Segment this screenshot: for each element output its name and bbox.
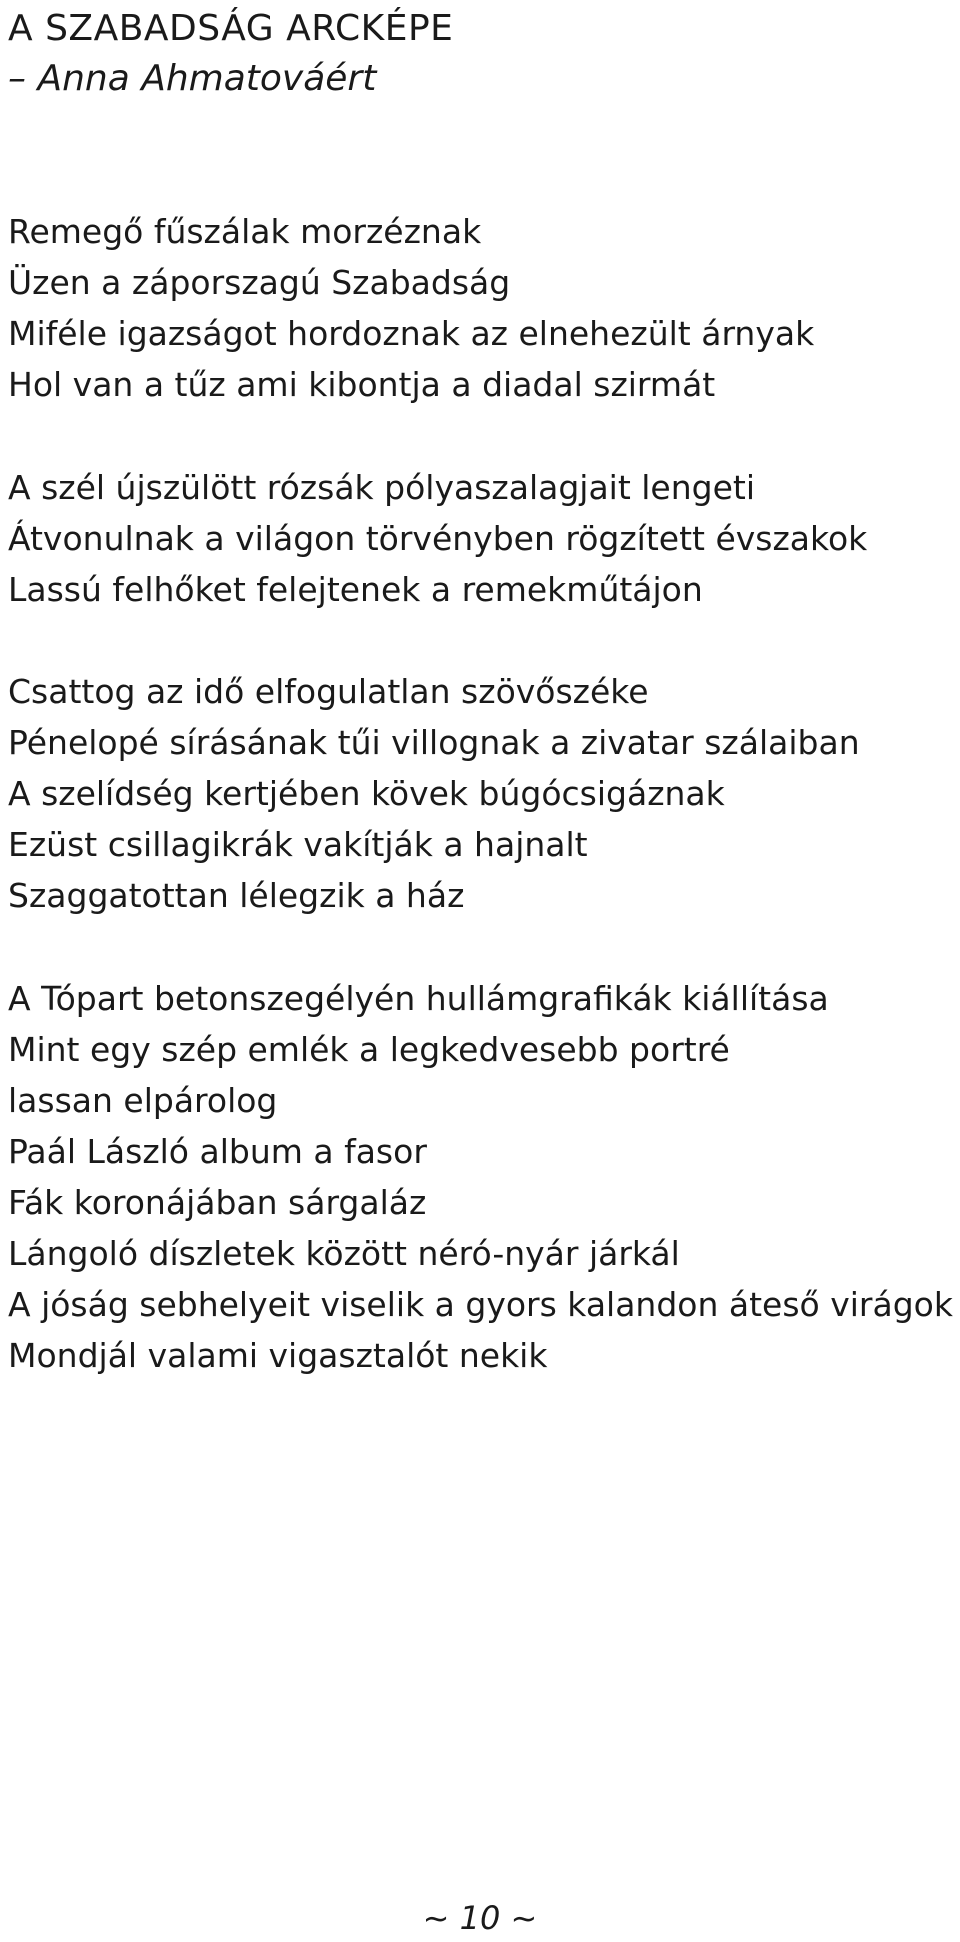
poem-title: A SZABADSÁG ARCKÉPE xyxy=(8,8,454,49)
poem-line: Fák koronájában sárgaláz xyxy=(8,1183,427,1222)
poem-line: Pénelopé sírásának tűi villognak a zivatar szálaiban xyxy=(8,723,860,762)
stanza xyxy=(8,462,867,615)
poem-line: Csattog az idő elfogulatlan szövőszéke xyxy=(8,672,649,711)
poem-line: Üzen a záporszagú Szabadság xyxy=(8,263,511,302)
page-number: 10 xyxy=(459,1899,501,1937)
poem-line: Lassú felhőket felejtenek a remekműtájon xyxy=(8,570,703,609)
poem-line: lassan elpárolog xyxy=(8,1081,278,1120)
poem-line: A jóság sebhelyeit viselik a gyors kalandon áteső virágok xyxy=(8,1285,953,1324)
poem-line: A szelídség kertjében kövek búgócsigáznak xyxy=(8,774,725,813)
poem-line: A szél újszülött rózsák pólyaszalagjait lengeti xyxy=(8,468,756,507)
stanza xyxy=(8,666,860,921)
stanza xyxy=(8,973,953,1381)
poem-line: Paál László album a fasor xyxy=(8,1132,427,1171)
poem-line: Mondjál valami vigasztalót nekik xyxy=(8,1336,548,1375)
poem-line: Lángoló díszletek között néró-nyár járkál xyxy=(8,1234,680,1273)
poem-line: Hol van a tűz ami kibontja a diadal szirmát xyxy=(8,365,716,404)
poem-line: Mint egy szép emlék a legkedvesebb portré xyxy=(8,1030,730,1069)
poem-line: Szaggatottan lélegzik a ház xyxy=(8,876,465,915)
poem-line: Remegő fűszálak morzéznak xyxy=(8,212,482,251)
page-number-footer xyxy=(0,1898,960,1938)
poem-dedication: – Anna Ahmatováért xyxy=(8,58,377,99)
poem-line: A Tópart betonszegélyén hullámgrafikák kiállítása xyxy=(8,979,829,1018)
poem-line: Ezüst csillagikrák vakítják a hajnalt xyxy=(8,825,588,864)
tilde-ornament-right: ~ xyxy=(510,1899,538,1937)
poem-line: Átvonulnak a világon törvényben rögzített évszakok xyxy=(8,519,868,558)
stanza xyxy=(8,206,814,410)
poem-line: Miféle igazságot hordoznak az elnehezült árnyak xyxy=(8,314,815,353)
tilde-ornament-left: ~ xyxy=(422,1899,450,1937)
